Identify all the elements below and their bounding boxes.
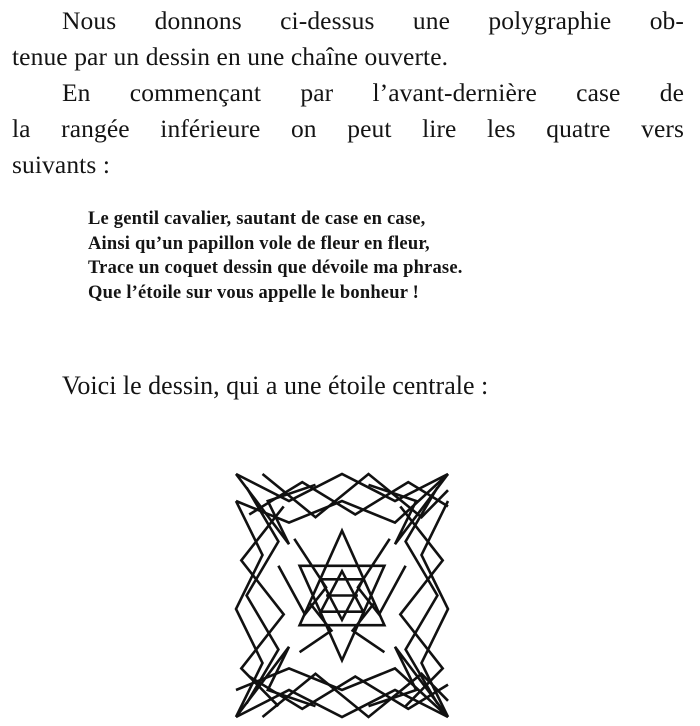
poem-line: Que l’étoile sur vous appelle le bonheur ! bbox=[88, 282, 419, 303]
paragraph-reading-instructions bbox=[12, 75, 684, 183]
poem-verses bbox=[88, 207, 463, 305]
figure-intro-text: Voici le dessin, qui a une étoile centrale : bbox=[62, 371, 489, 400]
poem-line: Ainsi qu’un papillon vole de fleur en fleur, bbox=[88, 233, 430, 254]
knight-tour-drawing bbox=[228, 466, 458, 726]
knight-tour-star-figure bbox=[228, 466, 458, 726]
paragraph-polygraphie bbox=[12, 3, 684, 75]
poem-line: Le gentil cavalier, sautant de case en case, bbox=[88, 209, 426, 229]
text-line: tenue par un dessin en une chaîne ouverte. bbox=[12, 42, 449, 71]
side-flag-stroke bbox=[358, 539, 406, 615]
side-flag-stroke bbox=[278, 539, 326, 615]
text-line: En commençant par l’avant-dernière case de bbox=[62, 78, 684, 107]
text-line: la rangée inférieure on peut lire les quatre vers bbox=[12, 114, 684, 143]
poem-line: Trace un coquet dessin que dévoile ma phrase. bbox=[88, 258, 463, 278]
text-line: Nous donnons ci-dessus une polygraphie ob- bbox=[62, 6, 684, 35]
text-line: suivants : bbox=[12, 150, 111, 179]
